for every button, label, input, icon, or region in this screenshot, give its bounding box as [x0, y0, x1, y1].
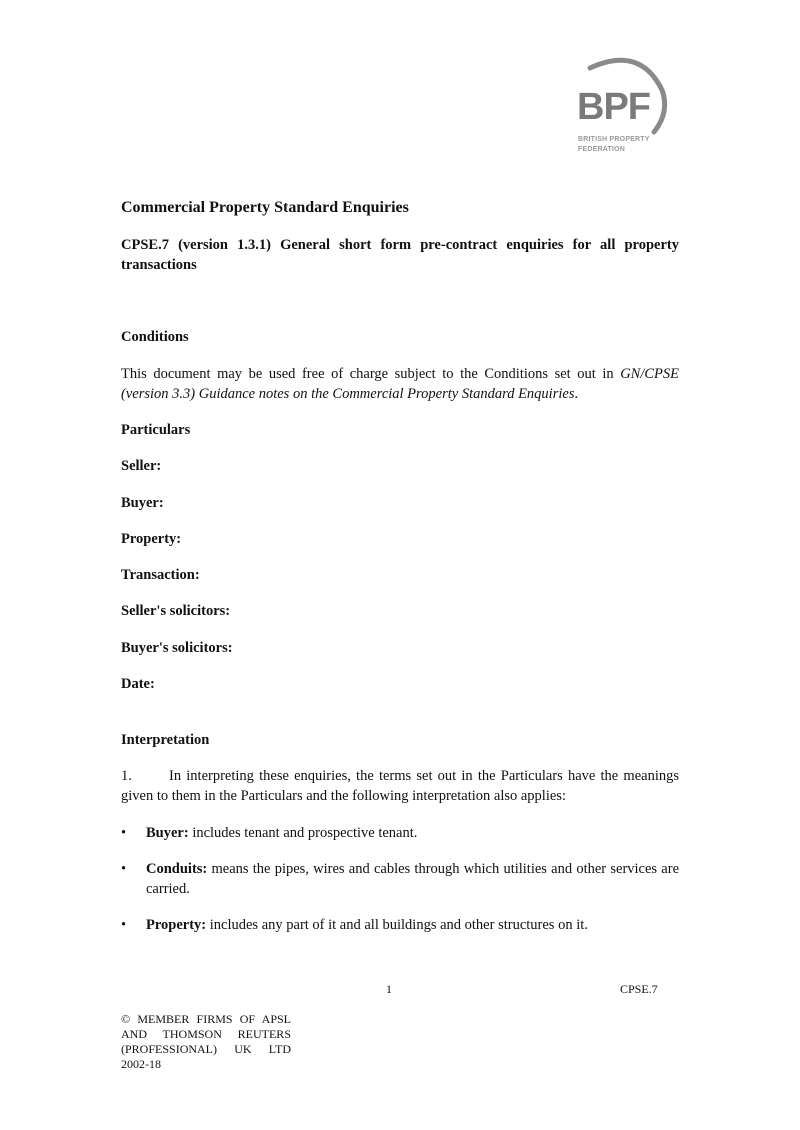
logo-mark: BPF [577, 86, 650, 128]
conditions-text [121, 364, 679, 404]
field-property: Property: [121, 531, 182, 547]
copyright-line: AND THOMSON REUTERS [121, 1027, 291, 1041]
guidance-notes-reference: GN/CPSE (version 3.3) Guidance notes on the Commercial Property Standard Enquiries [121, 366, 679, 402]
interpretation-heading: Interpretation [121, 732, 210, 748]
document-title: Commercial Property Standard Enquiries [121, 199, 409, 216]
field-sellers-solicitors: Seller's solicitors: [121, 603, 231, 619]
interpretation-paragraph-1 [121, 766, 679, 806]
bullet-icon: • [121, 861, 127, 877]
copyright-line: © MEMBER FIRMS OF APSL [121, 1012, 291, 1026]
document-code: CPSE.7 [620, 982, 658, 996]
document-subtitle: CPSE.7 (version 1.3.1) General short form pre-contract enquiries for all property transactions [121, 237, 679, 273]
definition-text: includes tenant and prospective tenant. [188, 825, 418, 841]
conditions-text-end: . [574, 386, 579, 402]
conditions-text-main: This document may be used free of charge subject to the Conditions set out in [121, 366, 621, 382]
copyright-line: 2002-18 [121, 1057, 161, 1071]
bullet-icon: • [121, 917, 127, 933]
copyright-line: (PROFESSIONAL) UK LTD [121, 1042, 291, 1056]
definition-text: includes any part of it and all buildings and other structures on it. [206, 917, 588, 933]
paragraph-text: In interpreting these enquiries, the terms set out in the Particulars have the meanings given to them in the Particulars and the following interpretation also applies: [121, 768, 679, 804]
paragraph-number: 1. [121, 768, 132, 784]
definition-term: Conduits: [146, 861, 208, 877]
conditions-heading: Conditions [121, 329, 189, 345]
definition-text: means the pipes, wires and cables through which utilities and other services are carried. [146, 861, 679, 897]
logo-subtitle-line2: FEDERATION [578, 146, 625, 153]
definition-term: Property: [146, 917, 207, 933]
bullet-icon: • [121, 825, 127, 841]
definition-conduits [121, 859, 679, 899]
definition-term: Buyer: [146, 825, 189, 841]
field-seller: Seller: [121, 458, 162, 474]
field-buyers-solicitors: Buyer's solicitors: [121, 640, 233, 656]
logo-subtitle-line1: BRITISH PROPERTY [578, 136, 650, 143]
particulars-heading: Particulars [121, 422, 191, 438]
field-date: Date: [121, 676, 155, 692]
field-transaction: Transaction: [121, 567, 200, 583]
bpf-logo [570, 50, 680, 160]
definition-property [121, 915, 679, 935]
copyright-notice [121, 1012, 291, 1072]
field-buyer: Buyer: [121, 495, 164, 511]
definition-buyer [121, 823, 679, 843]
page-number: 1 [386, 982, 392, 996]
